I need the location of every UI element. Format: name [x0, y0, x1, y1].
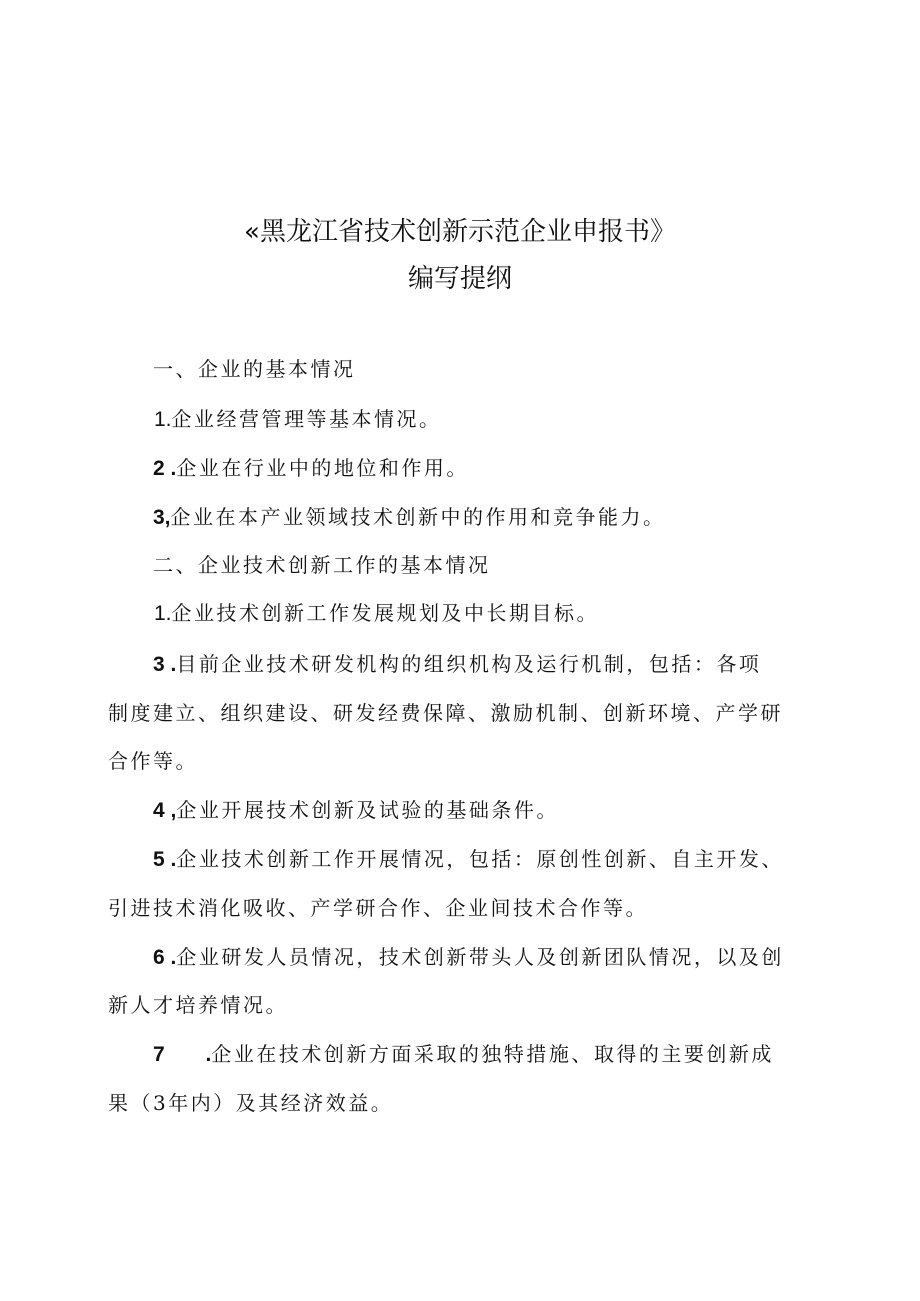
list-item-continuation: 合作等。 [108, 749, 198, 773]
document-title: «黑龙江省技术创新示范企业申报书》 [244, 217, 676, 247]
list-item: 1.企业经营管理等基本情况。 [154, 407, 442, 431]
list-item-continuation: 新人才培养情况。 [108, 993, 288, 1017]
list-item: 5 .企业技术创新工作开展情况，包括：原创性创新、自主开发、 [153, 847, 784, 871]
list-item-continuation: 引进技术消化吸收、产学研合作、企业间技术合作等。 [108, 896, 648, 920]
list-item-continuation: 果（3年内）及其经济效益。 [108, 1091, 394, 1115]
list-item: 7 .企业在技术创新方面采取的独特措施、取得的主要创新成 [153, 1042, 774, 1066]
section-heading-2: 二、企业技术创新工作的基本情况 [153, 553, 491, 577]
list-item: 3,企业在本产业领域技术创新中的作用和竞争能力。 [153, 505, 666, 529]
section-heading-1: 一、企业的基本情况 [153, 357, 356, 381]
list-item: 3 .目前企业技术研发机构的组织机构及运行机制，包括：各项 [153, 652, 762, 676]
list-item: 6 .企业研发人员情况，技术创新带头人及创新团队情况，以及创 [153, 945, 784, 969]
list-item: 1.企业技术创新工作发展规划及中长期目标。 [154, 601, 600, 625]
list-item: 4 ,企业开展技术创新及试验的基础条件。 [153, 798, 559, 822]
list-item: 2 .企业在行业中的地位和作用。 [153, 456, 469, 480]
list-item-continuation: 制度建立、组织建设、研发经费保障、激励机制、创新环境、产学研 [108, 701, 783, 725]
document-subtitle: 编写提纲 [407, 264, 512, 294]
